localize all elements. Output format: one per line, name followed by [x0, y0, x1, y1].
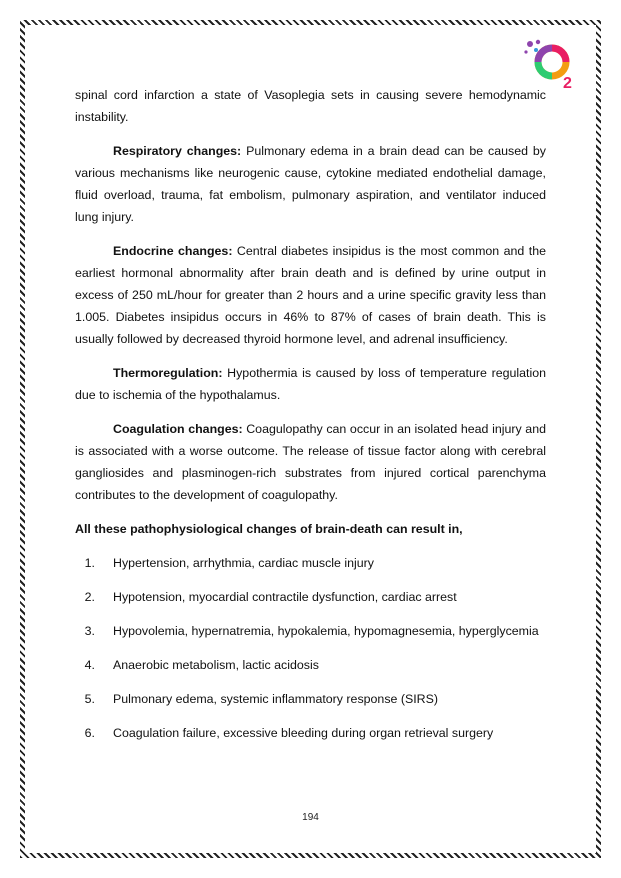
endocrine-paragraph: [75, 240, 546, 350]
list-number: 4.: [84, 658, 95, 672]
list-text: Hypovolemia, hypernatremia, hypokalemia, hypomagnesemia, hyperglycemia: [113, 624, 539, 638]
list-item: [75, 552, 546, 574]
page-content: [75, 84, 546, 756]
coagulation-paragraph: [75, 418, 546, 506]
list-item: [75, 722, 546, 744]
list-number: 2.: [84, 590, 95, 604]
thermoregulation-heading: Thermoregulation:: [113, 366, 223, 380]
thermoregulation-text: Hypothermia is caused by loss of temperature regulation due to ischemia of the hypothalamus.: [75, 366, 546, 402]
coagulation-heading: Coagulation changes:: [113, 422, 243, 436]
endocrine-text: Central diabetes insipidus is the most common and the earliest hormonal abnormality after brain death and is defined by urine output in excess of 250 mL/hour for greater than 2 hours and a urine specific gravity less than 1.005. Diabetes insipidus occurs in 46% to 87% of cases of brain death. This is usually followed by decreased thyroid hormone level, and adrenal insufficiency.: [75, 244, 546, 346]
list-item: [75, 688, 546, 710]
list-text: Pulmonary edema, systemic inflammatory response (SIRS): [113, 692, 439, 706]
summary-heading: All these pathophysiological changes of brain-death can result in,: [75, 522, 463, 536]
list-item: [75, 586, 546, 608]
list-number: 3.: [84, 624, 95, 638]
coagulation-text: Coagulopathy can occur in an isolated head injury and is associated with a worse outcome. The release of tissue factor along with cerebral gangliosides and plasminogen-rich substrates from injured cortical parenchyma contributes to the development of coagulopathy.: [75, 422, 546, 502]
results-list: [75, 552, 546, 744]
list-item: [75, 654, 546, 676]
list-number: 1.: [84, 556, 95, 570]
intro-paragraph: spinal cord infarction a state of Vasoplegia sets in causing severe hemodynamic instability.: [75, 88, 546, 124]
endocrine-heading: Endocrine changes:: [113, 244, 233, 258]
respiratory-paragraph: [75, 140, 546, 228]
thermoregulation-paragraph: [75, 362, 546, 406]
list-text: Coagulation failure, excessive bleeding during organ retrieval surgery: [113, 726, 494, 740]
list-text: Hypotension, myocardial contractile dysfunction, cardiac arrest: [113, 590, 457, 604]
list-number: 6.: [84, 726, 95, 740]
svg-text:2: 2: [563, 75, 572, 92]
page-number: 194: [302, 812, 319, 823]
list-item: [75, 620, 546, 642]
list-number: 5.: [84, 692, 95, 706]
respiratory-heading: Respiratory changes:: [113, 144, 242, 158]
list-text: Hypertension, arrhythmia, cardiac muscle injury: [113, 556, 374, 570]
list-text: Anaerobic metabolism, lactic acidosis: [113, 658, 319, 672]
respiratory-text: Pulmonary edema in a brain dead can be caused by various mechanisms like neurogenic cause, cytokine mediated endothelial damage, fluid overload, trauma, fat embolism, pulmonary aspiration, and ventilator induced lung injury.: [75, 144, 546, 224]
